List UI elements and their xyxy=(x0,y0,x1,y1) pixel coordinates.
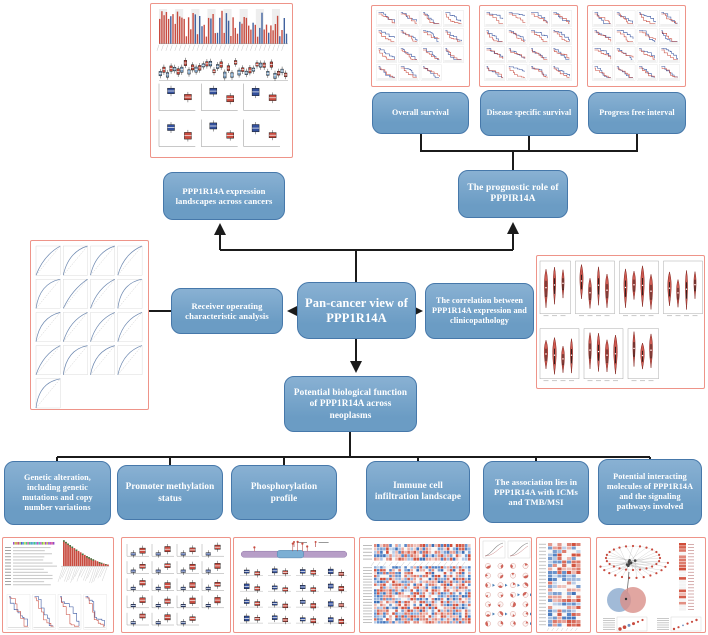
node-progress-free-interval-label: Progress free interval xyxy=(599,108,675,118)
stage-violin-plots-figure-plot xyxy=(537,256,704,388)
node-phosphorylation xyxy=(231,465,337,520)
genetic-alteration-figure-plot xyxy=(3,538,113,632)
node-clinicopathology-correlation-label: The correlation between PPP1R14A expression and clinicopathology xyxy=(432,296,527,325)
node-expression-landscapes-label: PPP1R14A expression landscapes across cancers xyxy=(175,185,273,206)
node-phosphorylation-label: Phosphorylation profile xyxy=(250,481,318,503)
node-pan-cancer-view xyxy=(297,282,416,339)
node-interacting-molecules xyxy=(598,459,702,525)
disease-specific-survival-curves-figure-plot xyxy=(480,6,577,86)
expression-landscape-figure xyxy=(150,3,293,158)
node-prognostic-role-label: The prognostic role of PPPIR14A xyxy=(467,182,559,204)
disease-specific-survival-curves-figure xyxy=(479,5,578,87)
node-genetic-alteration xyxy=(4,461,111,525)
survival-bus-line xyxy=(420,134,638,170)
genetic-alteration-figure xyxy=(2,537,114,633)
tmb-msi-radar-figure-plot xyxy=(480,538,531,632)
node-genetic-alteration-label: Genetic alteration, including genetic mutations and copy number variations xyxy=(22,473,93,512)
progress-free-interval-curves-figure-plot xyxy=(588,6,685,86)
node-overall-survival-label: Overall survival xyxy=(392,108,449,118)
promoter-methylation-boxplots-figure-plot xyxy=(122,538,230,632)
node-biological-function xyxy=(284,376,417,432)
phosphorylation-profile-figure-plot xyxy=(234,538,354,632)
immune-infiltration-heatmap-figure xyxy=(359,537,476,633)
node-disease-specific-survival xyxy=(480,90,578,136)
node-pan-cancer-view-label: Pan-cancer view of PPP1R14A xyxy=(305,295,408,325)
roc-curves-figure-plot xyxy=(31,241,148,409)
tmb-msi-radar-figure xyxy=(479,537,532,633)
node-disease-specific-survival-label: Disease specific survival xyxy=(486,108,572,118)
phosphorylation-profile-figure xyxy=(233,537,355,633)
node-promoter-methylation xyxy=(117,465,223,520)
node-immune-infiltration xyxy=(366,461,470,521)
node-interacting-molecules-label: Potential interacting molecules of PPP1R14A and the signaling pathways involved xyxy=(606,472,694,511)
node-clinicopathology-correlation xyxy=(425,283,534,339)
icm-correlation-heatmap-figure xyxy=(536,537,591,633)
progress-free-interval-curves-figure xyxy=(587,5,686,87)
node-expression-landscapes xyxy=(163,172,285,220)
node-roc-analysis xyxy=(171,288,283,334)
immune-infiltration-heatmap-figure-plot xyxy=(360,538,475,632)
stage-violin-plots-figure xyxy=(536,255,705,389)
interaction-network-enrichment-figure-plot xyxy=(597,538,705,632)
node-roc-analysis-label: Receiver operating characteristic analysis xyxy=(185,300,269,321)
promoter-methylation-boxplots-figure xyxy=(121,537,231,633)
roc-curves-figure xyxy=(30,240,149,410)
node-prognostic-role xyxy=(458,170,568,218)
node-promoter-methylation-label: Promoter methylation status xyxy=(125,481,215,503)
node-biological-function-label: Potential biological function of PPP1R14A across neoplasms xyxy=(293,387,408,420)
icm-correlation-heatmap-figure-plot xyxy=(537,538,590,632)
expression-landscape-figure-plot xyxy=(151,4,292,157)
node-icm-tmb-msi xyxy=(483,461,589,523)
node-immune-infiltration-label: Immune cell infiltration landscape xyxy=(374,479,462,501)
overall-survival-curves-figure-plot xyxy=(372,6,469,86)
node-overall-survival xyxy=(372,92,469,134)
center-up-bus-line xyxy=(220,250,513,282)
interaction-network-enrichment-figure xyxy=(596,537,706,633)
node-icm-tmb-msi-label: The association lies in PPP1R14A with ICMs and TMB/MSI xyxy=(494,476,578,508)
node-progress-free-interval xyxy=(588,92,686,134)
overall-survival-curves-figure xyxy=(371,5,470,87)
